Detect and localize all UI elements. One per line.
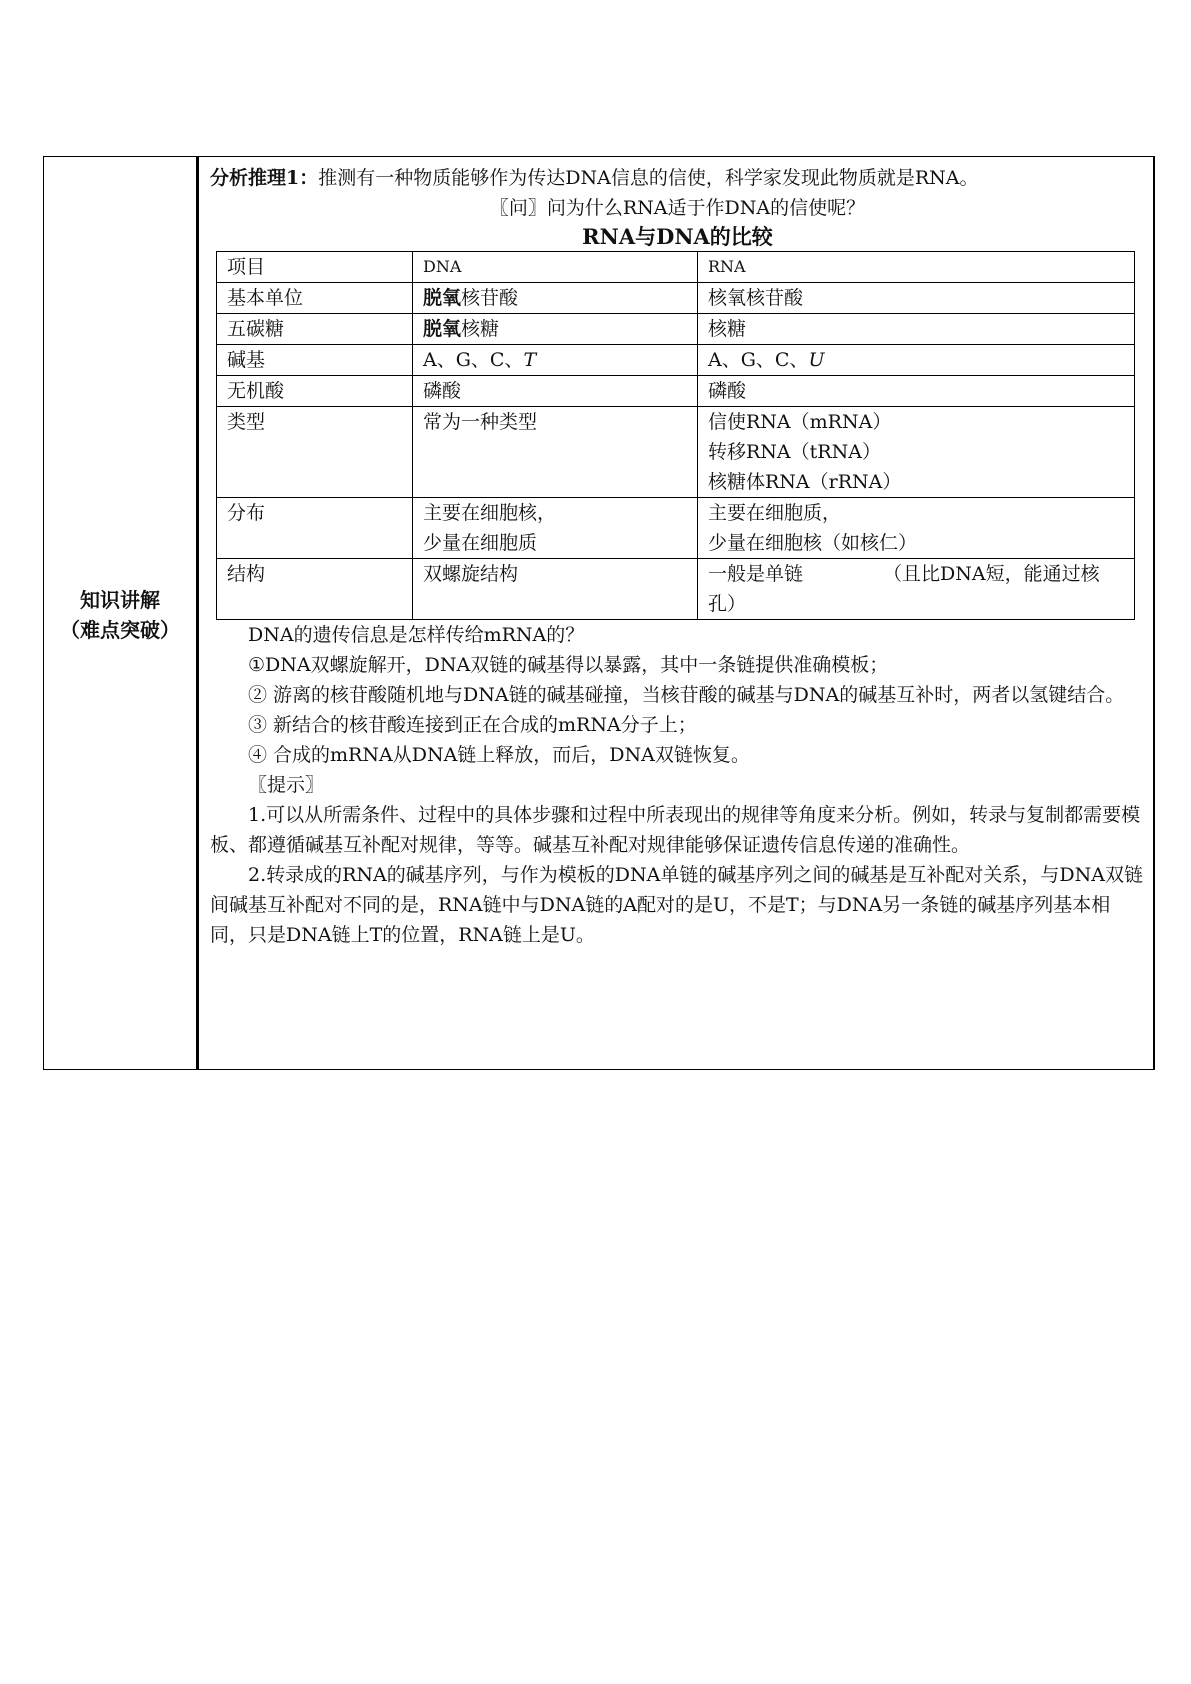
rna-cell [698, 559, 1135, 620]
table-row [217, 498, 1135, 559]
header-dna: DNA [413, 252, 698, 283]
cell-line: 核糖体RNA（rRNA） [708, 471, 902, 493]
base-t: T [523, 349, 537, 371]
rna-cell: 核糖 [698, 314, 1135, 345]
cell-line: 转移RNA（tRNA） [708, 441, 881, 463]
cell-text: 一般是单链 [708, 563, 804, 585]
cell-text: A、G、C、 [708, 349, 809, 371]
rna-cell [698, 407, 1135, 498]
table-row [217, 559, 1135, 620]
rna-cell [698, 498, 1135, 559]
dna-cell: 常为一种类型 [413, 407, 698, 498]
cell-line: 主要在细胞质， [708, 502, 842, 524]
lesson-table [43, 156, 1155, 1070]
dna-cell [413, 345, 698, 376]
dna-cell: 磷酸 [413, 376, 698, 407]
row-label: 无机酸 [217, 376, 413, 407]
cell-line: 少量在细胞核（如核仁） [708, 532, 918, 554]
cell-line: 信使RNA（mRNA） [708, 411, 892, 433]
hint-item: 2.转录成的RNA的碱基序列，与作为模板的DNA单链的碱基序列之间的碱基是互补配对关系，与DNA双链间碱基互补配对不同的是，RNA链中与DNA链的A配对的是U，不是T；与DNA另一条链的碱基序列基本相同，只是DNA链上T的位置，RNA链上是U。 [210, 864, 1143, 946]
emphasis-text: 脱氧 [423, 318, 462, 340]
section-label-subtitle: （难点突破） [60, 618, 180, 642]
header-rna: RNA [698, 252, 1135, 283]
table-title: RNA与DNA的比较 [582, 224, 773, 249]
row-label: 碱基 [217, 345, 413, 376]
content-area [210, 163, 1145, 950]
question-line: 〖问〗问为什么RNA适于作DNA的信使呢？ [489, 197, 866, 219]
transfer-question: DNA的遗传信息是怎样传给mRNA的？ [248, 624, 585, 646]
cell-text: A、G、C、 [423, 349, 524, 371]
table-row [217, 314, 1135, 345]
row-label: 分布 [217, 498, 413, 559]
cell-line: 少量在细胞质 [423, 532, 538, 554]
table-row [217, 345, 1135, 376]
transfer-step: ④ 合成的mRNA从DNA链上释放，而后，DNA双链恢复。 [248, 744, 750, 766]
row-label: 五碳糖 [217, 314, 413, 345]
base-u: U [808, 349, 825, 371]
header-item: 项目 [217, 252, 413, 283]
section-label-title: 知识讲解 [80, 588, 160, 612]
transfer-step: ② 游离的核苷酸随机地与DNA链的碱基碰撞，当核苷酸的碱基与DNA的碱基互补时，两者以氢键结合。 [248, 684, 1125, 706]
rna-cell [698, 345, 1135, 376]
dna-cell: 双螺旋结构 [413, 559, 698, 620]
table-header-row [217, 252, 1135, 283]
row-label: 结构 [217, 559, 413, 620]
hint-label: 〖提示〗 [248, 774, 325, 796]
transfer-step: ①DNA双螺旋解开，DNA双链的碱基得以暴露，其中一条链提供准确模板； [248, 654, 889, 676]
section-label [44, 585, 196, 645]
comparison-table [216, 251, 1135, 620]
table-row [217, 283, 1135, 314]
right-border [1153, 157, 1155, 1069]
hint-item: 1.可以从所需条件、过程中的具体步骤和过程中所表现出的规律等角度来分析。例如，转录与复制都需要模板、都遵循碱基互补配对规律，等等。碱基互补配对规律能够保证遗传信息传递的准确性。 [210, 804, 1141, 856]
row-label: 类型 [217, 407, 413, 498]
row-label: 基本单位 [217, 283, 413, 314]
table-row [217, 407, 1135, 498]
intro-label: 分析推理1： [210, 167, 319, 189]
column-divider [196, 157, 199, 1069]
dna-cell [413, 498, 698, 559]
cell-text: 核糖 [461, 318, 500, 340]
dna-cell [413, 283, 698, 314]
rna-cell: 核氧核苷酸 [698, 283, 1135, 314]
table-row [217, 376, 1135, 407]
intro-text: 推测有一种物质能够作为传达DNA信息的信使，科学家发现此物质就是RNA。 [318, 167, 979, 189]
dna-cell [413, 314, 698, 345]
emphasis-text: 脱氧 [423, 287, 462, 309]
cell-text: 核苷酸 [461, 287, 519, 309]
transfer-step: ③ 新结合的核苷酸连接到正在合成的mRNA分子上； [248, 714, 697, 736]
rna-cell: 磷酸 [698, 376, 1135, 407]
intro-paragraph [210, 163, 1145, 193]
cell-line: 主要在细胞核， [423, 502, 557, 524]
cell-text: （且比DNA短，能通过核孔） [708, 563, 1100, 615]
